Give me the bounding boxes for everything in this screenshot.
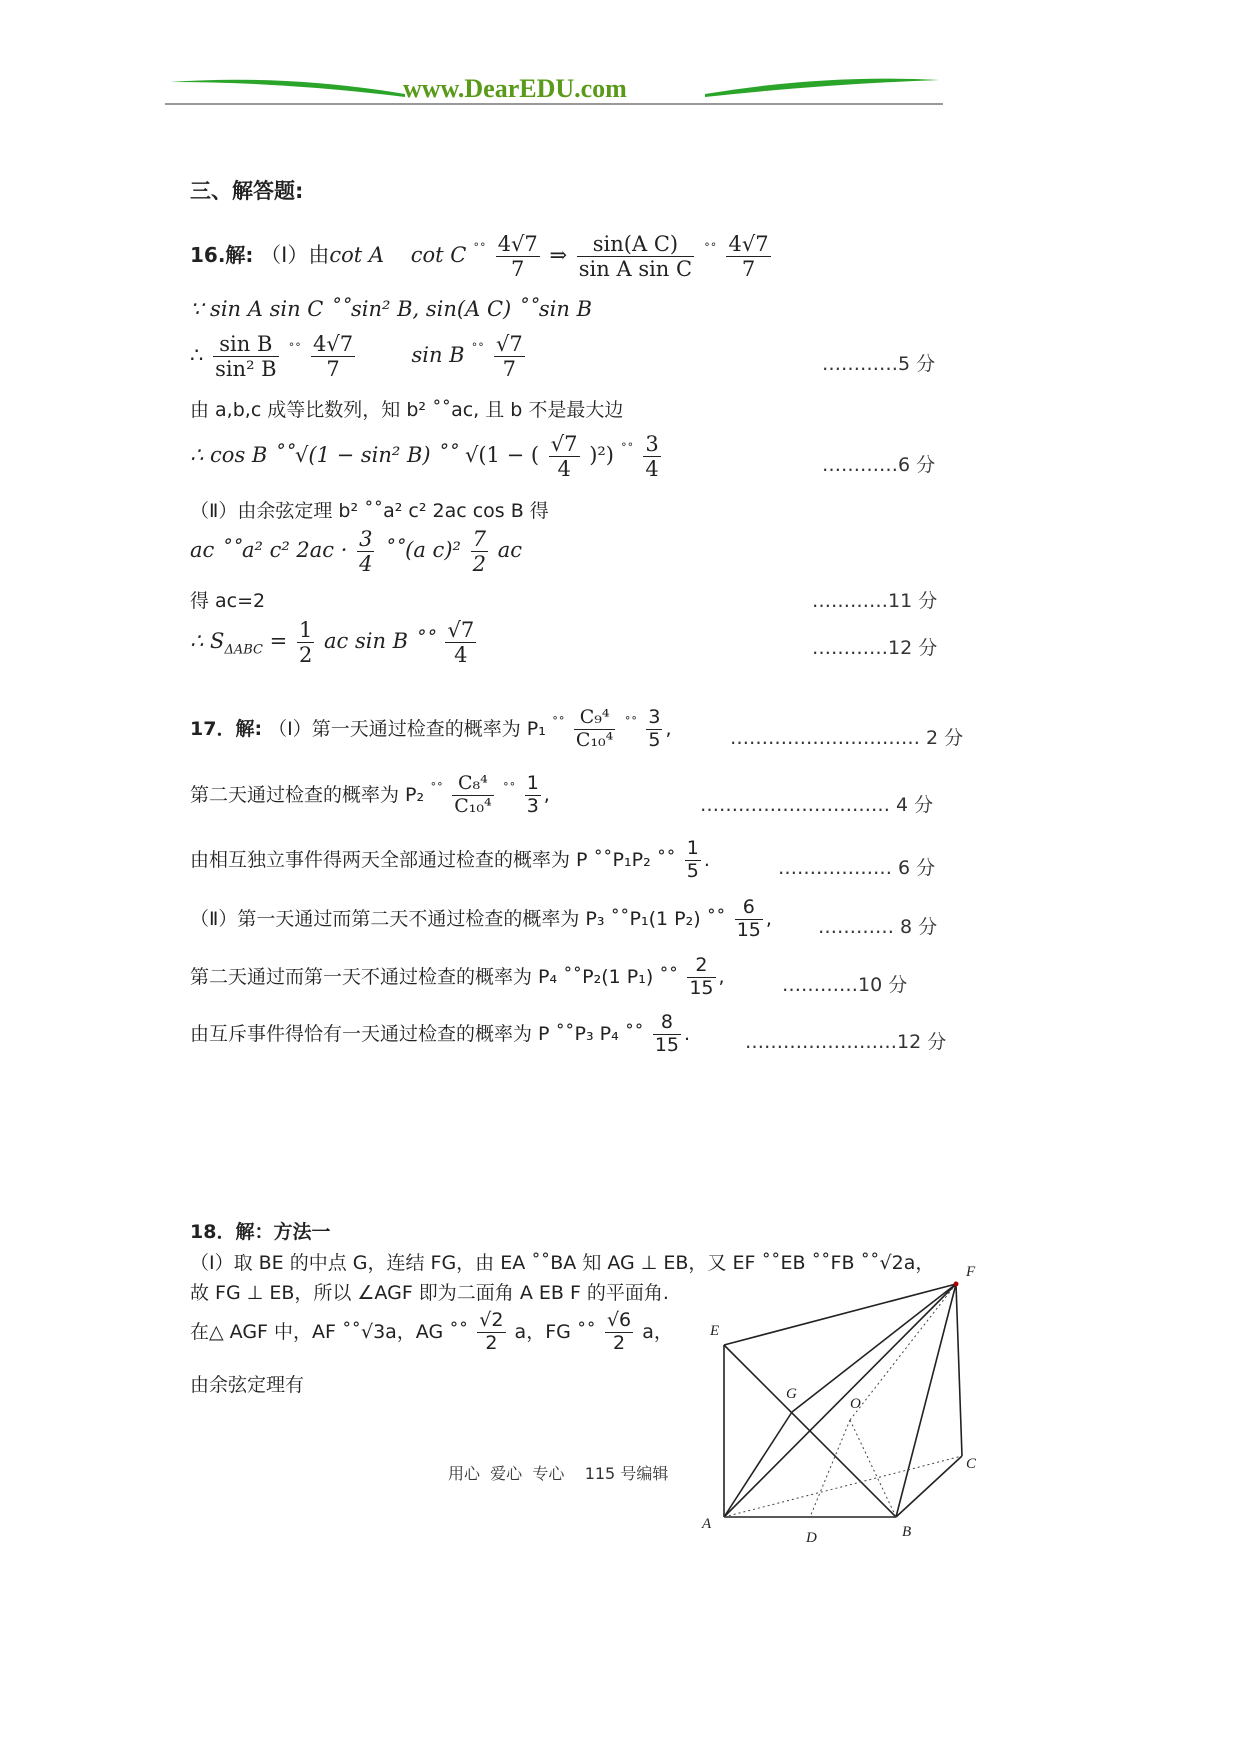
q17-frac-2r: $\frac{1}{3}$ bbox=[526, 772, 539, 817]
q16-frac-4: $\frac{4√7}{7}$ bbox=[312, 332, 354, 382]
q16-frac-8: $\frac{3}{4}$ bbox=[359, 527, 373, 577]
q18-line1: （Ⅰ）取 BE 的中点 G，连结 FG，由 EA ˚˚BA 知 AG ⊥ EB，又 EF ˚˚EB ˚˚FB ˚˚√2a， bbox=[190, 1252, 935, 1274]
q16-line7: ac ˚˚a² c² 2ac · $\frac{3}{4}$ ˚˚(a c)² $\frac{7}{2}$ ac bbox=[190, 527, 522, 577]
q16-line8: 得 ac=2 bbox=[190, 590, 266, 612]
q17-frac-2: $\frac{\text{C₈⁴}}{\text{C₁₀⁴}}$ bbox=[454, 772, 492, 817]
q16-frac-9: $\frac{7}{2}$ bbox=[472, 527, 486, 577]
q16-cotc: cot C bbox=[410, 243, 467, 268]
q16-line3: ∴ $\frac{\text{sin B}}{\text{sin² B}}$ ˚˚ $\frac{4√7}{7}$ sin B ˚˚ $\frac{√7}{7}$ bbox=[190, 332, 523, 382]
q16-implies: ⇒ bbox=[549, 243, 568, 268]
q16-intro: （Ⅰ）由 bbox=[260, 243, 330, 268]
q18-line3: 在△ AGF 中，AF ˚˚√3a，AG ˚˚ $\frac{√2}{2}$ a，FG ˚˚ $\frac{√6}{2}$ a， bbox=[190, 1309, 673, 1354]
edge-EF bbox=[724, 1284, 956, 1345]
label-E: E bbox=[710, 1323, 720, 1339]
q16-frac-sinb: $\frac{\text{sin B}}{\text{sin² B}}$ bbox=[215, 332, 277, 382]
q17-frac-4: $\frac{6}{15}$ bbox=[736, 896, 761, 941]
q18-label: 18．解：方法一 bbox=[190, 1221, 331, 1243]
edge-GF bbox=[792, 1284, 956, 1412]
section-title: 三、解答题: bbox=[190, 179, 304, 203]
footer: 用心 爱心 专心 115 号编辑 bbox=[448, 1464, 669, 1483]
q17-score-2: ………………………… 2 分 bbox=[730, 727, 964, 749]
q16-frac-6: $\frac{√7}{4}$ bbox=[550, 432, 578, 482]
label-F: F bbox=[966, 1264, 976, 1280]
q17-line4: （Ⅱ）第一天通过而第二天不通过检查的概率为 P₃ ˚˚P₁(1 P₂) ˚˚ $\frac{6}{15}$ , bbox=[190, 896, 772, 941]
edge-FC bbox=[956, 1284, 962, 1456]
q16-score-11: …………11 分 bbox=[812, 590, 938, 612]
q16-score-12: …………12 分 bbox=[812, 637, 938, 659]
label-D: D bbox=[806, 1530, 817, 1546]
label-A: A bbox=[702, 1516, 712, 1532]
q17-frac-3: $\frac{1}{5}$ bbox=[686, 837, 699, 882]
q16-line6: （Ⅱ）由余弦定理 b² ˚˚a² c² 2ac cos B 得 bbox=[190, 500, 549, 522]
q17-line6: 由互斥事件得恰有一天通过检查的概率为 P ˚˚P₃ P₄ ˚˚ $\frac{8}{15}$ . bbox=[190, 1011, 691, 1056]
edge-AG bbox=[724, 1412, 792, 1517]
q18-line4: 由余弦定理有 bbox=[190, 1374, 305, 1396]
q16-frac-5: $\frac{√7}{7}$ bbox=[495, 332, 523, 382]
edge-FB bbox=[896, 1284, 956, 1517]
q16-line2: ∵ sin A sin C ˚˚sin² B, sin(A C) ˚˚sin B bbox=[190, 297, 593, 321]
q18-frac-1: $\frac{√2}{2}$ bbox=[479, 1309, 504, 1354]
q17-frac-1r: $\frac{3}{5}$ bbox=[648, 706, 661, 751]
label-G: G bbox=[786, 1386, 797, 1402]
q16-label: 16.解: bbox=[190, 243, 254, 268]
q17-score-12: ……………………12 分 bbox=[745, 1031, 947, 1053]
q16-line1: 16.解: （Ⅰ）由cot A cot C ˚˚ $\frac{4√7}{7}$ ⇒ $\frac{\text{sin(A C)}}{\text{sin A sin C}}$ ˚˚ $\frac{4√7}{7}$ bbox=[190, 232, 769, 282]
q17-line3: 由相互独立事件得两天全部通过检查的概率为 P ˚˚P₁P₂ ˚˚ $\frac{1}{5}$ . bbox=[190, 837, 710, 882]
header-banner bbox=[165, 70, 945, 110]
q17-score-10: …………10 分 bbox=[782, 974, 908, 996]
edge-AF bbox=[724, 1284, 956, 1517]
q18-frac-2: $\frac{√6}{2}$ bbox=[606, 1309, 632, 1354]
q16-frac-3: $\frac{4√7}{7}$ bbox=[728, 232, 769, 282]
label-C: C bbox=[966, 1456, 977, 1472]
q16-frac-1: $\frac{4√7}{7}$ bbox=[497, 232, 538, 282]
q17-score-4: ………………………… 4 分 bbox=[700, 794, 934, 816]
q17-label: 17．解: bbox=[190, 717, 263, 740]
q17-frac-6: $\frac{8}{15}$ bbox=[654, 1011, 679, 1056]
q16-line4: 由 a,b,c 成等比数列，知 b² ˚˚ac, 且 b 不是最大边 bbox=[190, 399, 624, 421]
edge-BC bbox=[896, 1456, 962, 1517]
q17-line1: 17．解: （Ⅰ）第一天通过检查的概率为 P₁ ˚˚ $\frac{\text{C₉⁴}}{\text{C₁₀⁴}}$ ˚˚ $\frac{3}{5}$ , bbox=[190, 706, 672, 751]
geometry-figure bbox=[700, 1260, 1000, 1550]
q17-score-6: ……………… 6 分 bbox=[778, 857, 936, 879]
q16-frac-2: $\frac{\text{sin(A C)}}{\text{sin A sin C}}$ bbox=[578, 232, 693, 282]
q17-line2: 第二天通过检查的概率为 P₂ ˚˚ $\frac{\text{C₈⁴}}{\text{C₁₀⁴}}$ ˚˚ $\frac{1}{3}$ , bbox=[190, 772, 550, 817]
q16-frac-7: $\frac{3}{4}$ bbox=[645, 432, 659, 482]
q16-cota: cot A bbox=[329, 243, 385, 268]
q16-line5: ∴ cos B ˚˚√(1 − sin² B) ˚˚ √(1 − ( $\frac{√7}{4}$ )²) ˚˚ $\frac{3}{4}$ bbox=[190, 432, 659, 482]
label-O: O bbox=[850, 1396, 861, 1412]
label-B: B bbox=[902, 1524, 912, 1540]
q17-score-8: ………… 8 分 bbox=[818, 916, 938, 938]
q16-line9: ∴ $S_{\Delta ABC}$ = $\frac{1}{2}$ ac sin B ˚˚ $\frac{√7}{4}$ bbox=[190, 618, 475, 668]
header-site-text: www.DearEDU.com bbox=[403, 74, 627, 103]
q17-line5: 第二天通过而第一天不通过检查的概率为 P₄ ˚˚P₂(1 P₁) ˚˚ $\frac{2}{15}$ , bbox=[190, 954, 725, 999]
q18-line2: 故 FG ⊥ EB，所以 ∠AGF 即为二面角 A EB F 的平面角. bbox=[190, 1282, 669, 1304]
q16-score-5: …………5 分 bbox=[822, 353, 936, 375]
q16-frac-11: $\frac{√7}{4}$ bbox=[447, 618, 475, 668]
q17-frac-5: $\frac{2}{15}$ bbox=[689, 954, 714, 999]
q17-frac-1: $\frac{\text{C₉⁴}}{\text{C₁₀⁴}}$ bbox=[575, 706, 614, 751]
q16-frac-10: $\frac{1}{2}$ bbox=[298, 618, 313, 668]
q16-score-6: …………6 分 bbox=[822, 454, 936, 476]
